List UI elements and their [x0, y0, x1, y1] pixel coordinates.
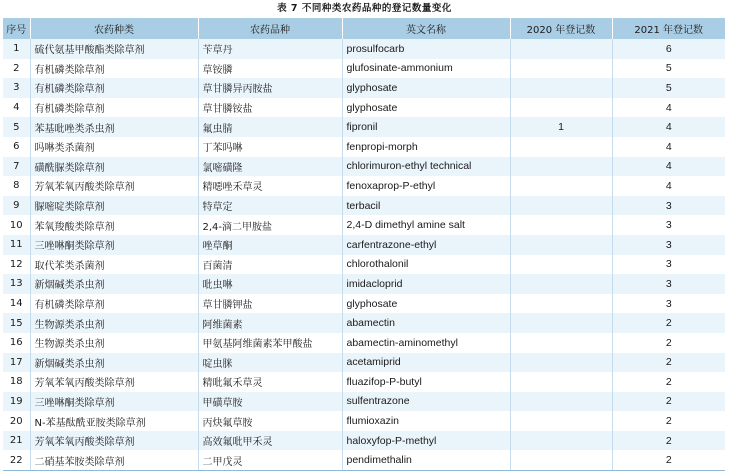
cell-2020-count: 1 [510, 117, 612, 137]
cell-category: 芳氧苯氧丙酸类除草剂 [30, 372, 198, 392]
cell-2020-count [510, 59, 612, 79]
cell-2021-count: 3 [612, 255, 725, 275]
cell-2021-count: 5 [612, 59, 725, 79]
cell-english-name: glyphosate [342, 294, 510, 314]
table-row [3, 117, 725, 137]
cell-variety: 草甘膦铵盐 [198, 98, 342, 118]
cell-english-name: glyphosate [342, 98, 510, 118]
cell-2021-count: 2 [612, 450, 725, 470]
cell-english-name: glufosinate-ammonium [342, 59, 510, 79]
table-row [3, 98, 725, 118]
cell-no: 20 [9, 415, 23, 427]
cell-2021-count: 3 [612, 215, 725, 235]
cell-category: 磺酰脲类除草剂 [30, 157, 198, 177]
cell-2020-count [510, 78, 612, 98]
cell-2021-count: 4 [612, 157, 725, 177]
header-2020-count: 2020 年登记数 [510, 18, 612, 39]
table-row [3, 78, 725, 98]
cell-english-name: fluazifop-P-butyl [342, 372, 510, 392]
header-2021-count: 2021 年登记数 [612, 18, 725, 39]
cell-variety: 丙炔氟草胺 [198, 411, 342, 431]
cell-category: 生物源类杀虫剂 [30, 333, 198, 353]
cell-category: 取代苯类杀菌剂 [30, 255, 198, 275]
cell-english-name: sulfentrazone [342, 392, 510, 412]
cell-category: 新烟碱类杀虫剂 [30, 274, 198, 294]
cell-category: 三唑啉酮类除草剂 [30, 392, 198, 412]
cell-2021-count: 3 [612, 294, 725, 314]
cell-variety: 阿维菌素 [198, 313, 342, 333]
cell-2020-count [510, 157, 612, 177]
table-row [3, 372, 725, 392]
table-row [3, 333, 725, 353]
cell-no: 22 [3, 450, 30, 470]
cell-variety: 特草定 [198, 196, 342, 216]
cell-2020-count [510, 313, 612, 333]
cell-english-name: carfentrazone-ethyl [342, 235, 510, 255]
cell-english-name: terbacil [342, 196, 510, 216]
cell-no: 6 [13, 141, 20, 153]
table-row [3, 255, 725, 275]
cell-english-name: chlorimuron-ethyl technical [342, 157, 510, 177]
cell-category: 有机磷类除草剂 [30, 59, 198, 79]
cell-2021-count: 2 [612, 353, 725, 373]
table-row [3, 137, 725, 157]
cell-category: N-苯基酞酰亚胺类除草剂 [30, 411, 198, 431]
cell-2020-count [510, 235, 612, 255]
cell-variety: 草甘膦钾盐 [198, 294, 342, 314]
cell-english-name: prosulfocarb [342, 39, 510, 59]
cell-variety: 啶虫脒 [198, 353, 342, 373]
cell-variety: 高效氟吡甲禾灵 [198, 431, 342, 451]
cell-english-name: abamectin [342, 313, 510, 333]
cell-no: 9 [13, 200, 20, 212]
cell-2020-count [510, 333, 612, 353]
cell-no: 1 [13, 43, 20, 55]
header-row [3, 18, 725, 39]
cell-no: 12 [9, 258, 23, 270]
cell-variety: 甲磺草胺 [198, 392, 342, 412]
table-row [3, 392, 725, 412]
cell-category: 三唑啉酮类除草剂 [30, 235, 198, 255]
cell-variety: 精噁唑禾草灵 [198, 176, 342, 196]
table-row [3, 353, 725, 373]
cell-english-name: imidacloprid [342, 274, 510, 294]
header-category: 农药种类 [30, 18, 198, 39]
cell-variety: 二甲戊灵 [198, 450, 342, 470]
cell-2020-count [510, 392, 612, 412]
cell-no: 5 [13, 121, 20, 133]
cell-no: 7 [13, 160, 20, 172]
cell-category: 生物源类杀虫剂 [30, 313, 198, 333]
cell-no: 2 [13, 62, 20, 74]
table-row [3, 157, 725, 177]
table-row [3, 196, 725, 216]
table-row [3, 450, 725, 470]
cell-2021-count: 2 [612, 411, 725, 431]
table-row [3, 411, 725, 431]
cell-2020-count [510, 411, 612, 431]
cell-2021-count: 4 [612, 176, 725, 196]
cell-2021-count: 3 [612, 196, 725, 216]
cell-category: 芳氧苯氧丙酸类除草剂 [30, 176, 198, 196]
cell-2021-count: 2 [612, 313, 725, 333]
cell-2021-count: 5 [612, 78, 725, 98]
cell-variety: 唑草酮 [198, 235, 342, 255]
cell-no: 10 [9, 219, 23, 231]
cell-2021-count: 3 [612, 235, 725, 255]
table-row [3, 39, 725, 59]
cell-english-name: glyphosate [342, 78, 510, 98]
cell-category: 新烟碱类杀虫剂 [30, 353, 198, 373]
cell-2020-count [510, 353, 612, 373]
cell-2021-count: 4 [612, 98, 725, 118]
cell-variety: 精吡氟禾草灵 [198, 372, 342, 392]
table-row [3, 313, 725, 333]
cell-variety: 吡虫啉 [198, 274, 342, 294]
cell-category: 苯氧羧酸类除草剂 [30, 215, 198, 235]
cell-2020-count [510, 450, 612, 470]
cell-category: 芳氧苯氧丙酸类除草剂 [30, 431, 198, 451]
cell-variety: 甲氨基阿维菌素苯甲酸盐 [198, 333, 342, 353]
cell-no: 15 [9, 317, 23, 329]
table-title: 表 7 不同种类农药品种的登记数量变化 [277, 3, 452, 14]
cell-2020-count [510, 137, 612, 157]
cell-no: 18 [9, 376, 23, 388]
cell-category: 有机磷类除草剂 [30, 98, 198, 118]
cell-category: 硫代氨基甲酸酯类除草剂 [30, 39, 198, 59]
cell-2020-count [510, 98, 612, 118]
cell-no: 3 [13, 82, 20, 94]
cell-2020-count [510, 294, 612, 314]
cell-2021-count: 2 [612, 392, 725, 412]
cell-no: 17 [9, 356, 23, 368]
cell-category: 有机磷类除草剂 [30, 78, 198, 98]
cell-2021-count: 3 [612, 274, 725, 294]
header-variety: 农药品种 [198, 18, 342, 39]
table-body [3, 39, 725, 470]
cell-no: 19 [9, 395, 23, 407]
cell-english-name: chlorothalonil [342, 255, 510, 275]
cell-2020-count [510, 215, 612, 235]
registration-table [3, 18, 725, 471]
cell-2020-count [510, 39, 612, 59]
table-row [3, 176, 725, 196]
cell-no: 8 [13, 180, 20, 192]
cell-2020-count [510, 431, 612, 451]
cell-variety: 苄草丹 [198, 39, 342, 59]
cell-english-name: fenpropi-morph [342, 137, 510, 157]
cell-no: 13 [9, 278, 23, 290]
cell-english-name: fenoxaprop-P-ethyl [342, 176, 510, 196]
cell-english-name: acetamiprid [342, 353, 510, 373]
table-row [3, 215, 725, 235]
cell-category: 吗啉类杀菌剂 [30, 137, 198, 157]
cell-2021-count: 6 [612, 39, 725, 59]
table-row [3, 274, 725, 294]
cell-2020-count [510, 274, 612, 294]
cell-category: 二硝基苯胺类除草剂 [30, 450, 198, 470]
cell-english-name: flumioxazin [342, 411, 510, 431]
cell-no: 21 [9, 435, 23, 447]
cell-variety: 百菌清 [198, 255, 342, 275]
table-row [3, 235, 725, 255]
cell-variety: 氯嘧磺隆 [198, 157, 342, 177]
cell-variety: 2,4-滴二甲胺盐 [198, 215, 342, 235]
cell-category: 脲嘧啶类除草剂 [30, 196, 198, 216]
cell-no: 4 [13, 102, 20, 114]
cell-category: 苯基吡唑类杀虫剂 [30, 117, 198, 137]
cell-english-name: haloxyfop-P-methyl [342, 431, 510, 451]
cell-2021-count: 2 [612, 333, 725, 353]
cell-english-name: pendimethalin [342, 450, 510, 470]
cell-2020-count [510, 255, 612, 275]
cell-variety: 草甘膦异丙胺盐 [198, 78, 342, 98]
table-row [3, 294, 725, 314]
cell-variety: 草铵膦 [198, 59, 342, 79]
cell-no: 11 [9, 239, 23, 251]
cell-2021-count: 4 [612, 117, 725, 137]
header-english-name: 英文名称 [342, 18, 510, 39]
cell-no: 16 [9, 337, 23, 349]
header-no: 序号 [6, 25, 27, 36]
table-header [3, 18, 725, 39]
cell-2021-count: 2 [612, 372, 725, 392]
table-row [3, 431, 725, 451]
cell-english-name: 2,4-D dimethyl amine salt [342, 215, 510, 235]
cell-2021-count: 4 [612, 137, 725, 157]
cell-variety: 丁苯吗啉 [198, 137, 342, 157]
table-row [3, 59, 725, 79]
cell-2020-count [510, 176, 612, 196]
cell-no: 14 [9, 298, 23, 310]
cell-2020-count [510, 196, 612, 216]
cell-2020-count [510, 372, 612, 392]
cell-category: 有机磷类除草剂 [30, 294, 198, 314]
cell-variety: 氟虫腈 [198, 117, 342, 137]
cell-english-name: fipronil [342, 117, 510, 137]
cell-english-name: abamectin-aminomethyl [342, 333, 510, 353]
cell-2021-count: 2 [612, 431, 725, 451]
